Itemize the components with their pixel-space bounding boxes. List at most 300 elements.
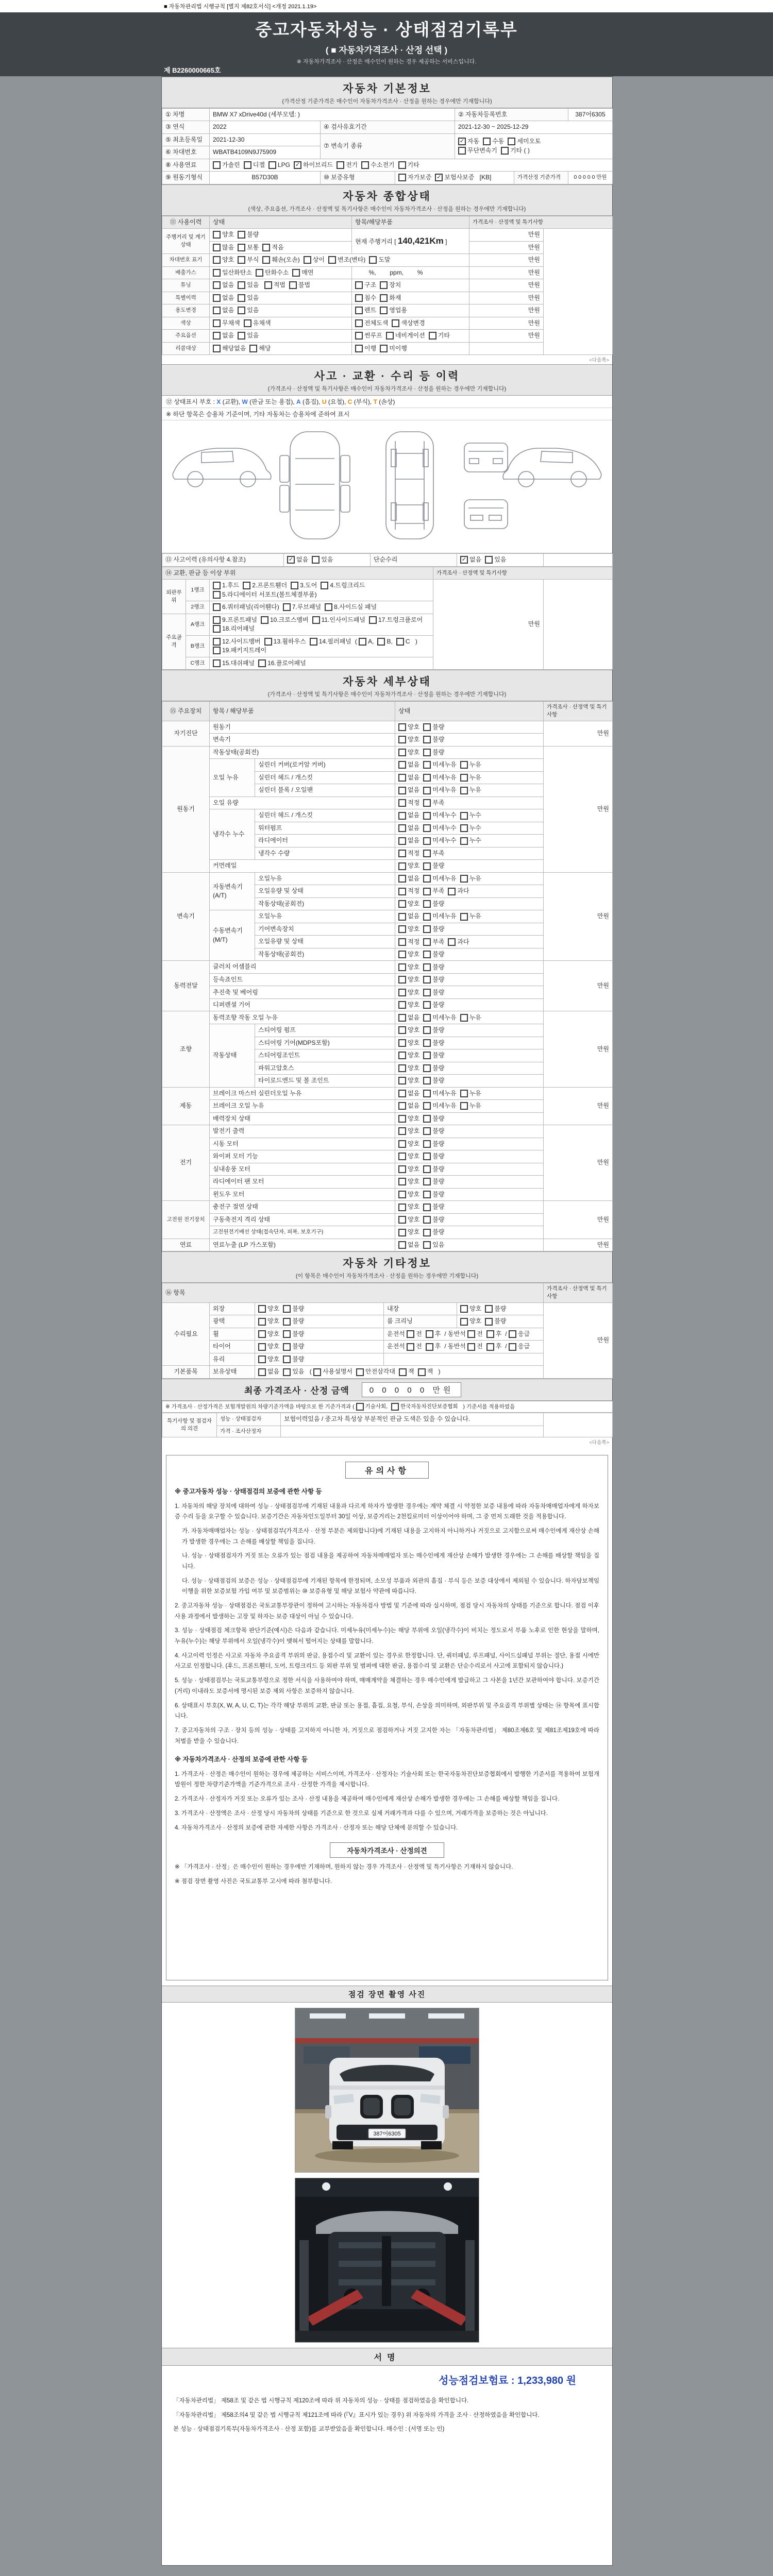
checkbox-label: 잭 (427, 1368, 433, 1376)
checkbox-label: 불량 (432, 1203, 445, 1211)
table-cell (395, 1075, 544, 1088)
checkbox[interactable] (325, 603, 377, 612)
checkbox-label: 양호 (408, 1127, 420, 1135)
table-cell: 자기진단 (162, 721, 210, 746)
checkbox-label: 없음 (267, 1368, 280, 1376)
checkbox[interactable] (258, 1317, 279, 1326)
checkbox[interactable] (423, 887, 444, 895)
checkbox[interactable] (423, 963, 444, 972)
checkbox[interactable] (398, 1152, 419, 1161)
table-cell (395, 897, 544, 910)
checkbox[interactable] (356, 1367, 395, 1376)
checkbox[interactable] (423, 786, 456, 794)
checkbox[interactable] (213, 331, 234, 340)
checkbox[interactable] (398, 874, 419, 883)
checkbox[interactable] (213, 319, 240, 328)
checkbox[interactable] (398, 1165, 419, 1174)
checkbox-label: 사용설명서 (323, 1368, 353, 1376)
checkbox[interactable] (283, 1342, 304, 1351)
checkbox[interactable] (268, 161, 290, 170)
checkbox[interactable] (399, 1367, 414, 1376)
table-cell: 시동 모터 (210, 1138, 395, 1150)
checkbox-label: 안전삼각대 (365, 1368, 395, 1376)
table-cell (395, 1087, 544, 1100)
checkbox[interactable] (262, 243, 283, 252)
checkbox[interactable] (423, 1013, 456, 1022)
checkbox-label: 있음 (432, 1241, 445, 1248)
checkbox[interactable] (213, 268, 252, 277)
checkbox[interactable] (460, 811, 481, 820)
checkbox-checked[interactable]: ✓ 보험사보증 (435, 173, 474, 182)
checkbox[interactable] (398, 887, 419, 895)
checkbox[interactable] (423, 900, 444, 908)
checkbox[interactable] (423, 1215, 444, 1224)
checkbox[interactable] (423, 1241, 444, 1249)
checkbox[interactable] (283, 1304, 304, 1313)
inspection-fee: 성능점검보험료 : 1,233,980 원 (439, 2375, 576, 2387)
checkbox-label: 구조 (364, 281, 377, 289)
checkbox[interactable] (398, 735, 419, 744)
checkbox-label: 불량 (432, 1140, 445, 1147)
table-cell (395, 759, 544, 772)
checkbox[interactable] (244, 319, 271, 328)
checkbox[interactable] (508, 137, 541, 146)
overall-state-table (162, 216, 612, 355)
table-cell: 항목/해당부품 (352, 216, 469, 228)
checkbox[interactable] (398, 723, 419, 732)
checkbox-label: 전체도색 (364, 319, 389, 327)
table-cell (395, 734, 544, 747)
checkbox[interactable] (359, 637, 374, 646)
checkbox[interactable] (213, 161, 240, 170)
checkbox[interactable] (423, 925, 444, 934)
checkbox[interactable] (398, 1039, 419, 1047)
checkbox[interactable] (423, 988, 444, 997)
checkbox-label: 양호 (408, 1052, 420, 1059)
section-etc-header (162, 1251, 612, 1283)
checkbox-label: 있음 (247, 307, 259, 314)
checkbox[interactable] (407, 1342, 422, 1351)
table-cell: 주요옵션 (162, 330, 210, 343)
checkbox[interactable] (398, 1202, 419, 1211)
table-cell (395, 1201, 544, 1214)
checkbox[interactable] (460, 874, 481, 883)
checkbox[interactable] (460, 786, 481, 794)
checkbox[interactable] (380, 306, 407, 315)
checkbox-label: 16.플로어패널 (267, 659, 306, 667)
checkbox[interactable] (361, 161, 394, 170)
checkbox-label: 없음 (222, 307, 234, 314)
table-cell (384, 1353, 544, 1366)
checkbox[interactable] (213, 281, 234, 290)
checkbox[interactable] (258, 1330, 279, 1338)
table-cell (544, 554, 613, 567)
checkbox[interactable] (283, 603, 321, 612)
table-cell (395, 1176, 544, 1189)
checkbox[interactable] (312, 616, 365, 624)
checkbox[interactable] (398, 1190, 419, 1199)
checkbox[interactable] (312, 555, 333, 564)
checkbox[interactable] (423, 1051, 444, 1060)
checkbox[interactable] (423, 1228, 444, 1236)
table-cell: 외장 (210, 1302, 255, 1315)
checkbox[interactable] (423, 735, 444, 744)
checkbox[interactable] (283, 1367, 304, 1376)
checkbox[interactable] (238, 243, 259, 252)
checkbox[interactable] (398, 900, 419, 908)
section-overall-header (162, 184, 612, 216)
checkbox[interactable] (398, 773, 419, 782)
checkbox[interactable] (423, 874, 456, 883)
checkbox[interactable] (213, 603, 279, 612)
checkbox[interactable] (460, 1317, 481, 1326)
checkbox[interactable] (509, 1330, 530, 1338)
checkbox[interactable] (398, 1013, 419, 1022)
checkbox[interactable] (398, 824, 419, 833)
checkbox[interactable] (355, 319, 388, 328)
checkbox[interactable] (426, 1342, 441, 1351)
table-cell: 스티어링 기어(MDPS포함) (255, 1037, 395, 1049)
checkbox[interactable] (423, 811, 456, 820)
checkbox[interactable] (485, 1317, 506, 1326)
checkbox[interactable] (243, 581, 287, 590)
checkbox-checked[interactable]: ✓ 없음 (460, 555, 481, 564)
checkbox-label: 불량 (432, 1001, 445, 1009)
final-price-value: 0 0 0 0 0 만원 (362, 1382, 462, 1397)
checkbox[interactable] (238, 256, 259, 264)
checkbox-label: 양호 (408, 1178, 420, 1185)
checkbox[interactable] (460, 824, 481, 833)
checkbox-label: 불량 (432, 951, 445, 958)
table-cell (395, 1188, 544, 1201)
table-cell: ⑪ 사용이력 (162, 216, 210, 228)
checkbox[interactable] (448, 938, 469, 946)
checkbox[interactable] (213, 344, 246, 353)
table-cell: 만원 (469, 330, 544, 343)
final-price-label: 최종 가격조사 · 산정 금액 (244, 1385, 349, 1396)
checkbox[interactable] (398, 173, 431, 182)
checkbox[interactable] (398, 1051, 419, 1060)
checkbox[interactable] (486, 1342, 502, 1351)
status-code-A: A (296, 398, 301, 406)
table-cell (395, 796, 544, 809)
checkbox[interactable] (398, 938, 419, 946)
checkbox[interactable] (213, 243, 234, 252)
checkbox[interactable] (418, 1367, 433, 1376)
checkbox[interactable] (426, 1330, 441, 1338)
checkbox[interactable] (423, 1039, 444, 1047)
checkbox[interactable] (386, 331, 425, 340)
checkbox[interactable] (380, 281, 401, 290)
checkbox-label: 가솔린 (222, 161, 240, 168)
checkbox[interactable] (292, 268, 313, 277)
table-cell (395, 822, 544, 835)
checkbox[interactable] (429, 331, 450, 340)
checkbox-label: 양호 (408, 748, 420, 756)
checkbox[interactable] (460, 773, 481, 782)
checkbox[interactable] (460, 1101, 481, 1110)
checkbox[interactable] (423, 773, 456, 782)
checkbox[interactable] (423, 1140, 444, 1148)
checkbox[interactable] (258, 1304, 279, 1313)
notation-prefix: ⑫ 상태표시 부호 : (166, 398, 217, 406)
table-cell (395, 1150, 544, 1163)
checkbox[interactable] (377, 637, 392, 646)
checkbox[interactable] (398, 799, 419, 807)
checkbox-label: 없음 (222, 281, 234, 289)
table-cell: 조향 (162, 1011, 210, 1087)
table-cell: 만원 (544, 872, 613, 961)
checkbox-label: 양호 (267, 1330, 280, 1337)
checkbox[interactable] (369, 616, 423, 624)
checkbox-label: 후 (434, 1343, 441, 1350)
checkbox[interactable] (407, 1330, 422, 1338)
checkbox[interactable] (398, 1114, 419, 1123)
checkbox[interactable] (258, 659, 306, 668)
checkbox[interactable] (396, 637, 410, 646)
form-reference: ■ 자동차관리법 시행규칙 [별지 제82호서식] <개정 2021.1.19> (164, 4, 317, 10)
notice-paragraph: 4. 자동차가격조사 · 산정의 보증에 관한 자세한 사항은 가격조사 · 산정자 또는 해당 단체에 문의할 수 있습니다. (175, 1824, 458, 1831)
checkbox[interactable] (485, 1304, 506, 1313)
checkbox[interactable] (460, 760, 481, 769)
checkbox-label: 전 (477, 1343, 483, 1350)
table-cell (395, 860, 544, 873)
checkbox[interactable] (398, 1064, 419, 1073)
checkbox-label: 양호 (408, 1001, 420, 1009)
table-cell: B57D30B (210, 172, 321, 184)
checkbox[interactable] (238, 306, 259, 315)
checkbox[interactable] (423, 1190, 444, 1199)
checkbox[interactable] (398, 849, 419, 858)
checkbox[interactable] (398, 1140, 419, 1148)
checkbox[interactable] (423, 723, 444, 732)
checkbox-checked[interactable]: ✓ 하이브리드 (294, 161, 333, 170)
checkbox[interactable] (467, 1342, 483, 1351)
checkbox[interactable] (283, 1330, 304, 1338)
checkbox[interactable] (398, 950, 419, 959)
checkbox[interactable] (398, 975, 419, 984)
checkbox-label: 해당없음 (222, 344, 246, 352)
checkbox[interactable] (304, 256, 325, 264)
table-cell: 단순수리 (371, 554, 457, 567)
next-page-marker: <다음쪽> (589, 358, 609, 364)
checkbox[interactable] (423, 1114, 444, 1123)
checkbox[interactable] (423, 1202, 444, 1211)
checkbox[interactable] (398, 1101, 419, 1110)
checkbox[interactable] (423, 950, 444, 959)
checkbox[interactable] (213, 646, 266, 655)
checkbox[interactable] (398, 1076, 419, 1085)
checkbox[interactable] (423, 1127, 444, 1136)
checkbox[interactable] (485, 555, 506, 564)
checkbox[interactable] (355, 294, 376, 302)
checkbox[interactable] (423, 1064, 444, 1073)
checkbox[interactable] (213, 581, 239, 590)
checkbox[interactable] (213, 306, 234, 315)
table-cell: 고전원 전기장치 (162, 1201, 210, 1239)
checkbox[interactable] (460, 912, 481, 921)
checkbox[interactable] (244, 161, 265, 170)
checkbox[interactable] (423, 1026, 444, 1035)
document-title: 중고자동차성능 · 상태점검기록부 (255, 20, 518, 39)
section-basic-sub: (가격산정 기준가격은 매수인이 자동차가격조사 · 산정을 원하는 경우에만 기재합니다) (282, 98, 492, 105)
table-cell (352, 304, 469, 317)
checkbox[interactable] (213, 616, 257, 624)
checkbox[interactable] (249, 344, 271, 353)
checkbox[interactable] (262, 256, 299, 264)
checkbox[interactable] (392, 319, 425, 328)
checkbox[interactable] (448, 887, 469, 895)
table-cell (544, 228, 613, 354)
inspection-photo-underbody (295, 2178, 479, 2343)
checkbox-label: 기타 (407, 161, 419, 168)
checkbox[interactable] (264, 281, 285, 290)
checkbox[interactable] (321, 581, 365, 590)
checkbox[interactable] (423, 836, 456, 845)
checkbox[interactable] (238, 331, 259, 340)
checkbox[interactable] (398, 760, 419, 769)
checkbox[interactable] (423, 799, 444, 807)
checkbox-label: 미세누수 (432, 811, 457, 819)
checkbox-label: 화재 (389, 294, 401, 301)
checkbox[interactable] (310, 637, 351, 646)
checkbox[interactable] (289, 281, 310, 290)
table-cell (457, 1315, 544, 1328)
checkbox[interactable] (423, 1177, 444, 1186)
checkbox[interactable] (486, 1330, 502, 1338)
checkbox[interactable] (398, 925, 419, 934)
checkbox[interactable] (423, 1101, 456, 1110)
checkbox[interactable] (398, 1026, 419, 1035)
checkbox[interactable] (264, 637, 306, 646)
checkbox-checked[interactable]: ✓ 없음 (287, 555, 308, 564)
table-cell: 등속죠인트 (210, 973, 395, 986)
checkbox[interactable] (398, 1241, 419, 1249)
checkbox[interactable] (380, 344, 407, 353)
checkbox[interactable] (258, 1342, 279, 1351)
checkbox-checked[interactable]: ✓ 자동 (458, 137, 479, 146)
checkbox[interactable] (398, 1001, 419, 1009)
checkbox[interactable] (261, 616, 309, 624)
checkbox[interactable] (483, 137, 504, 146)
checkbox[interactable] (460, 1304, 481, 1313)
checkbox[interactable] (398, 988, 419, 997)
checkbox[interactable] (213, 659, 255, 668)
checkbox[interactable] (423, 849, 444, 858)
checkbox[interactable] (423, 1089, 456, 1098)
checkbox[interactable] (423, 1001, 444, 1009)
checkbox[interactable] (238, 230, 259, 239)
checkbox[interactable] (337, 161, 358, 170)
checkbox[interactable] (391, 1403, 458, 1411)
checkbox[interactable] (398, 811, 419, 820)
checkbox[interactable] (398, 748, 419, 757)
checkbox[interactable] (213, 624, 255, 633)
checkbox-label: 9.프론트패널 (222, 616, 257, 623)
checkbox[interactable] (213, 637, 261, 646)
table-cell: 운전석 전 후 / 동반석 전 후 / 응급 (384, 1328, 544, 1341)
checkbox[interactable] (355, 281, 376, 290)
checkbox[interactable] (256, 268, 289, 277)
checkbox[interactable] (355, 306, 376, 315)
checkbox-label: 누수 (469, 811, 481, 819)
checkbox[interactable] (460, 1089, 481, 1098)
table-cell (395, 1024, 544, 1037)
checkbox[interactable] (423, 861, 444, 870)
checkbox[interactable] (398, 786, 419, 794)
checkbox[interactable] (423, 975, 444, 984)
checkbox[interactable] (398, 1127, 419, 1136)
checkbox[interactable] (423, 938, 444, 946)
checkbox[interactable] (467, 1330, 483, 1338)
checkbox[interactable] (509, 1342, 530, 1351)
checkbox[interactable] (380, 294, 401, 302)
checkbox[interactable] (398, 861, 419, 870)
checkbox[interactable] (258, 1355, 279, 1364)
checkbox[interactable] (398, 161, 419, 170)
section-detail-sub: (가격조사 · 산정액 및 특기사항은 매수인이 자동차가격조사 · 산정을 원하는 경우에만 기재합니다) (267, 691, 507, 698)
checkbox[interactable] (213, 590, 317, 599)
checkbox[interactable] (355, 344, 376, 353)
checkbox[interactable] (398, 963, 419, 972)
checkbox[interactable] (238, 281, 259, 290)
checkbox[interactable] (398, 1089, 419, 1098)
table-cell: 배출가스 (162, 266, 210, 279)
notice-paragraph: 6. 상태표시 부호(X, W, A, U, C, T)는 각각 해당 부위의 교환, 판금 또는 용접, 흠집, 요철, 부식, 손상을 의미하며, 외판부위 및 주요골격 부위별 상태는 ⑭ 항목에 표시합니다. (175, 1702, 599, 1720)
checkbox[interactable] (291, 581, 317, 590)
checkbox-label: 기타 (438, 332, 450, 340)
checkbox[interactable] (398, 1215, 419, 1224)
checkbox[interactable] (398, 836, 419, 845)
checkbox[interactable] (213, 294, 234, 302)
checkbox[interactable] (213, 230, 234, 239)
checkbox[interactable] (283, 1355, 304, 1364)
checkbox[interactable] (460, 1013, 481, 1022)
status-code-X: X (216, 398, 221, 406)
checkbox[interactable] (398, 1228, 419, 1236)
checkbox[interactable] (398, 1177, 419, 1186)
checkbox[interactable] (328, 256, 365, 264)
checkbox[interactable] (423, 748, 444, 757)
checkbox[interactable] (501, 146, 530, 155)
checkbox[interactable] (423, 1076, 444, 1085)
checkbox[interactable] (423, 912, 456, 921)
checkbox[interactable] (369, 256, 390, 264)
checkbox[interactable] (356, 1403, 388, 1411)
checkbox[interactable] (423, 824, 456, 833)
checkbox-label: 누수 (469, 824, 481, 832)
checkbox[interactable] (423, 1165, 444, 1174)
table-cell: ⑯ 항목 (162, 1283, 544, 1302)
table-cell: 제동 (162, 1087, 210, 1125)
checkbox-label: 응급 (517, 1343, 530, 1350)
checkbox-label: 있음 (247, 281, 259, 289)
checkbox[interactable] (283, 1317, 304, 1326)
checkbox[interactable] (398, 912, 419, 921)
checkbox-label: 불량 (432, 1178, 445, 1185)
checkbox[interactable] (458, 146, 497, 155)
checkbox[interactable] (460, 836, 481, 845)
checkbox[interactable] (258, 1367, 279, 1376)
car-rear-view (464, 443, 508, 472)
checkbox[interactable] (213, 256, 234, 264)
checkbox[interactable] (313, 1367, 352, 1376)
table-cell: 광택 (210, 1315, 255, 1328)
checkbox[interactable] (423, 1152, 444, 1161)
checkbox[interactable] (355, 331, 382, 340)
checkbox[interactable] (423, 760, 456, 769)
checkbox[interactable] (238, 294, 259, 302)
